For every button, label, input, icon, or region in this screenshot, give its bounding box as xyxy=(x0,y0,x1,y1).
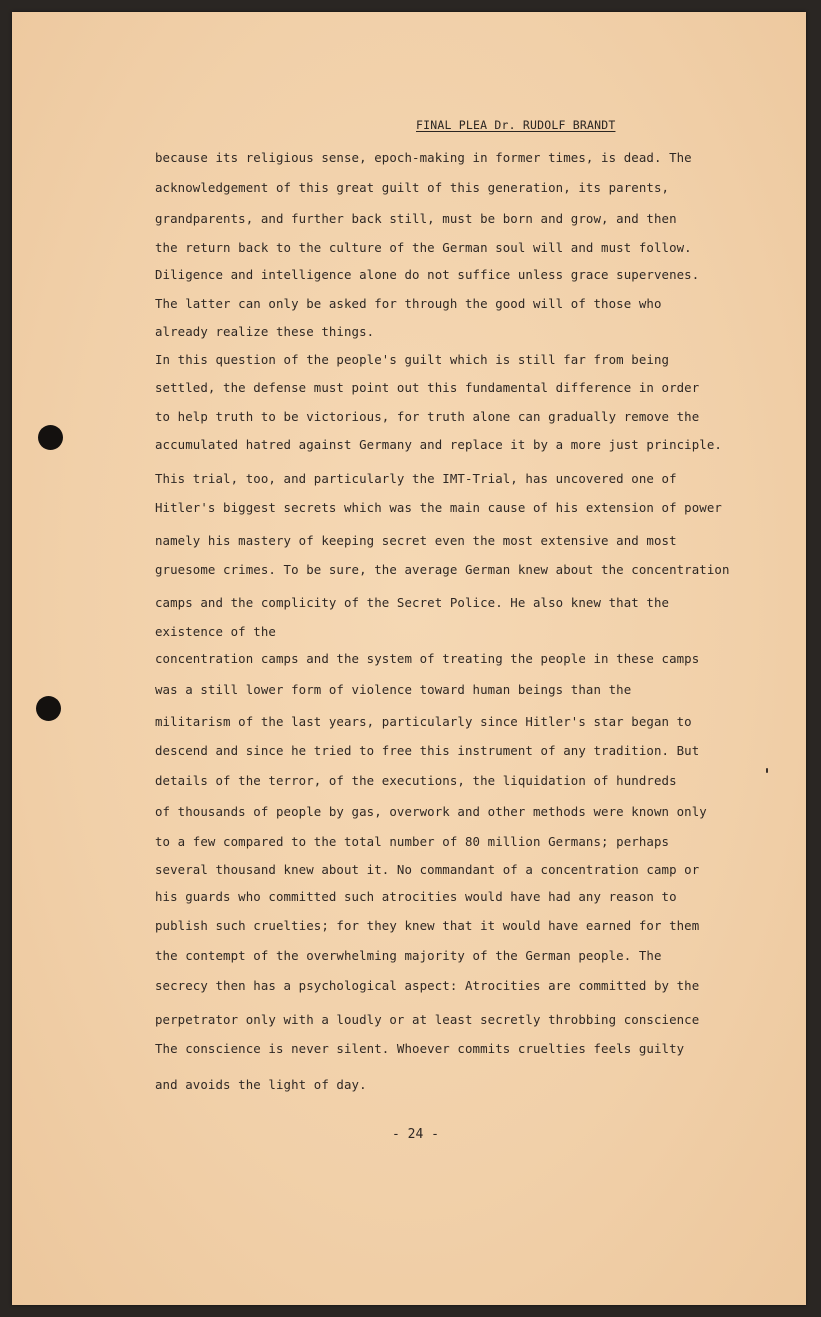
punch-hole-upper xyxy=(38,425,63,450)
text-line: gruesome crimes. To be sure, the average German knew about the concentration xyxy=(155,562,730,577)
text-line: to a few compared to the total number of 80 million Germans; perhaps xyxy=(155,834,670,849)
text-line: publish such cruelties; for they knew that it would have earned for them xyxy=(155,918,700,933)
text-line: his guards who committed such atrocities would have had any reason to xyxy=(155,889,677,904)
text-line: secrecy then has a psychological aspect: Atrocities are committed by the xyxy=(155,978,700,993)
text-line: acknowledgement of this great guilt of this generation, its parents, xyxy=(155,180,670,195)
page-header: FINAL PLEA Dr. RUDOLF BRANDT xyxy=(416,118,616,132)
text-line: The latter can only be asked for through the good will of those who xyxy=(155,296,662,311)
text-line: existence of the xyxy=(155,624,276,639)
text-line: already realize these things. xyxy=(155,324,375,339)
text-line: In this question of the people's guilt which is still far from being xyxy=(155,352,670,367)
text-line: camps and the complicity of the Secret Police. He also knew that the xyxy=(155,595,670,610)
text-line: the return back to the culture of the German soul will and must follow. xyxy=(155,240,692,255)
text-line: accumulated hatred against Germany and replace it by a more just principle. xyxy=(155,437,722,452)
text-line: perpetrator only with a loudly or at least secretly throbbing conscience xyxy=(155,1012,700,1027)
text-line: and avoids the light of day. xyxy=(155,1077,367,1092)
text-line: of thousands of people by gas, overwork and other methods were known only xyxy=(155,804,707,819)
text-line: This trial, too, and particularly the IMT-Trial, has uncovered one of xyxy=(155,471,677,486)
text-line: namely his mastery of keeping secret even the most extensive and most xyxy=(155,533,677,548)
text-line: concentration camps and the system of treating the people in these camps xyxy=(155,651,700,666)
ink-speck xyxy=(766,768,768,773)
punch-hole-lower xyxy=(36,696,61,721)
text-line: to help truth to be victorious, for truth alone can gradually remove the xyxy=(155,409,700,424)
text-line: details of the terror, of the executions, the liquidation of hundreds xyxy=(155,773,677,788)
text-line: settled, the defense must point out this fundamental difference in order xyxy=(155,380,700,395)
text-line: the contempt of the overwhelming majority of the German people. The xyxy=(155,948,662,963)
text-line: because its religious sense, epoch-making in former times, is dead. The xyxy=(155,150,692,165)
text-line: several thousand knew about it. No commandant of a concentration camp or xyxy=(155,862,700,877)
text-line: grandparents, and further back still, must be born and grow, and then xyxy=(155,211,677,226)
text-line: The conscience is never silent. Whoever commits cruelties feels guilty xyxy=(155,1041,685,1056)
text-line: Hitler's biggest secrets which was the main cause of his extension of power xyxy=(155,500,722,515)
page-number: - 24 - xyxy=(392,1127,439,1142)
text-line: descend and since he tried to free this instrument of any tradition. But xyxy=(155,743,700,758)
text-line: militarism of the last years, particularly since Hitler's star began to xyxy=(155,714,692,729)
text-line: was a still lower form of violence toward human beings than the xyxy=(155,682,632,697)
text-line: Diligence and intelligence alone do not suffice unless grace supervenes. xyxy=(155,267,700,282)
